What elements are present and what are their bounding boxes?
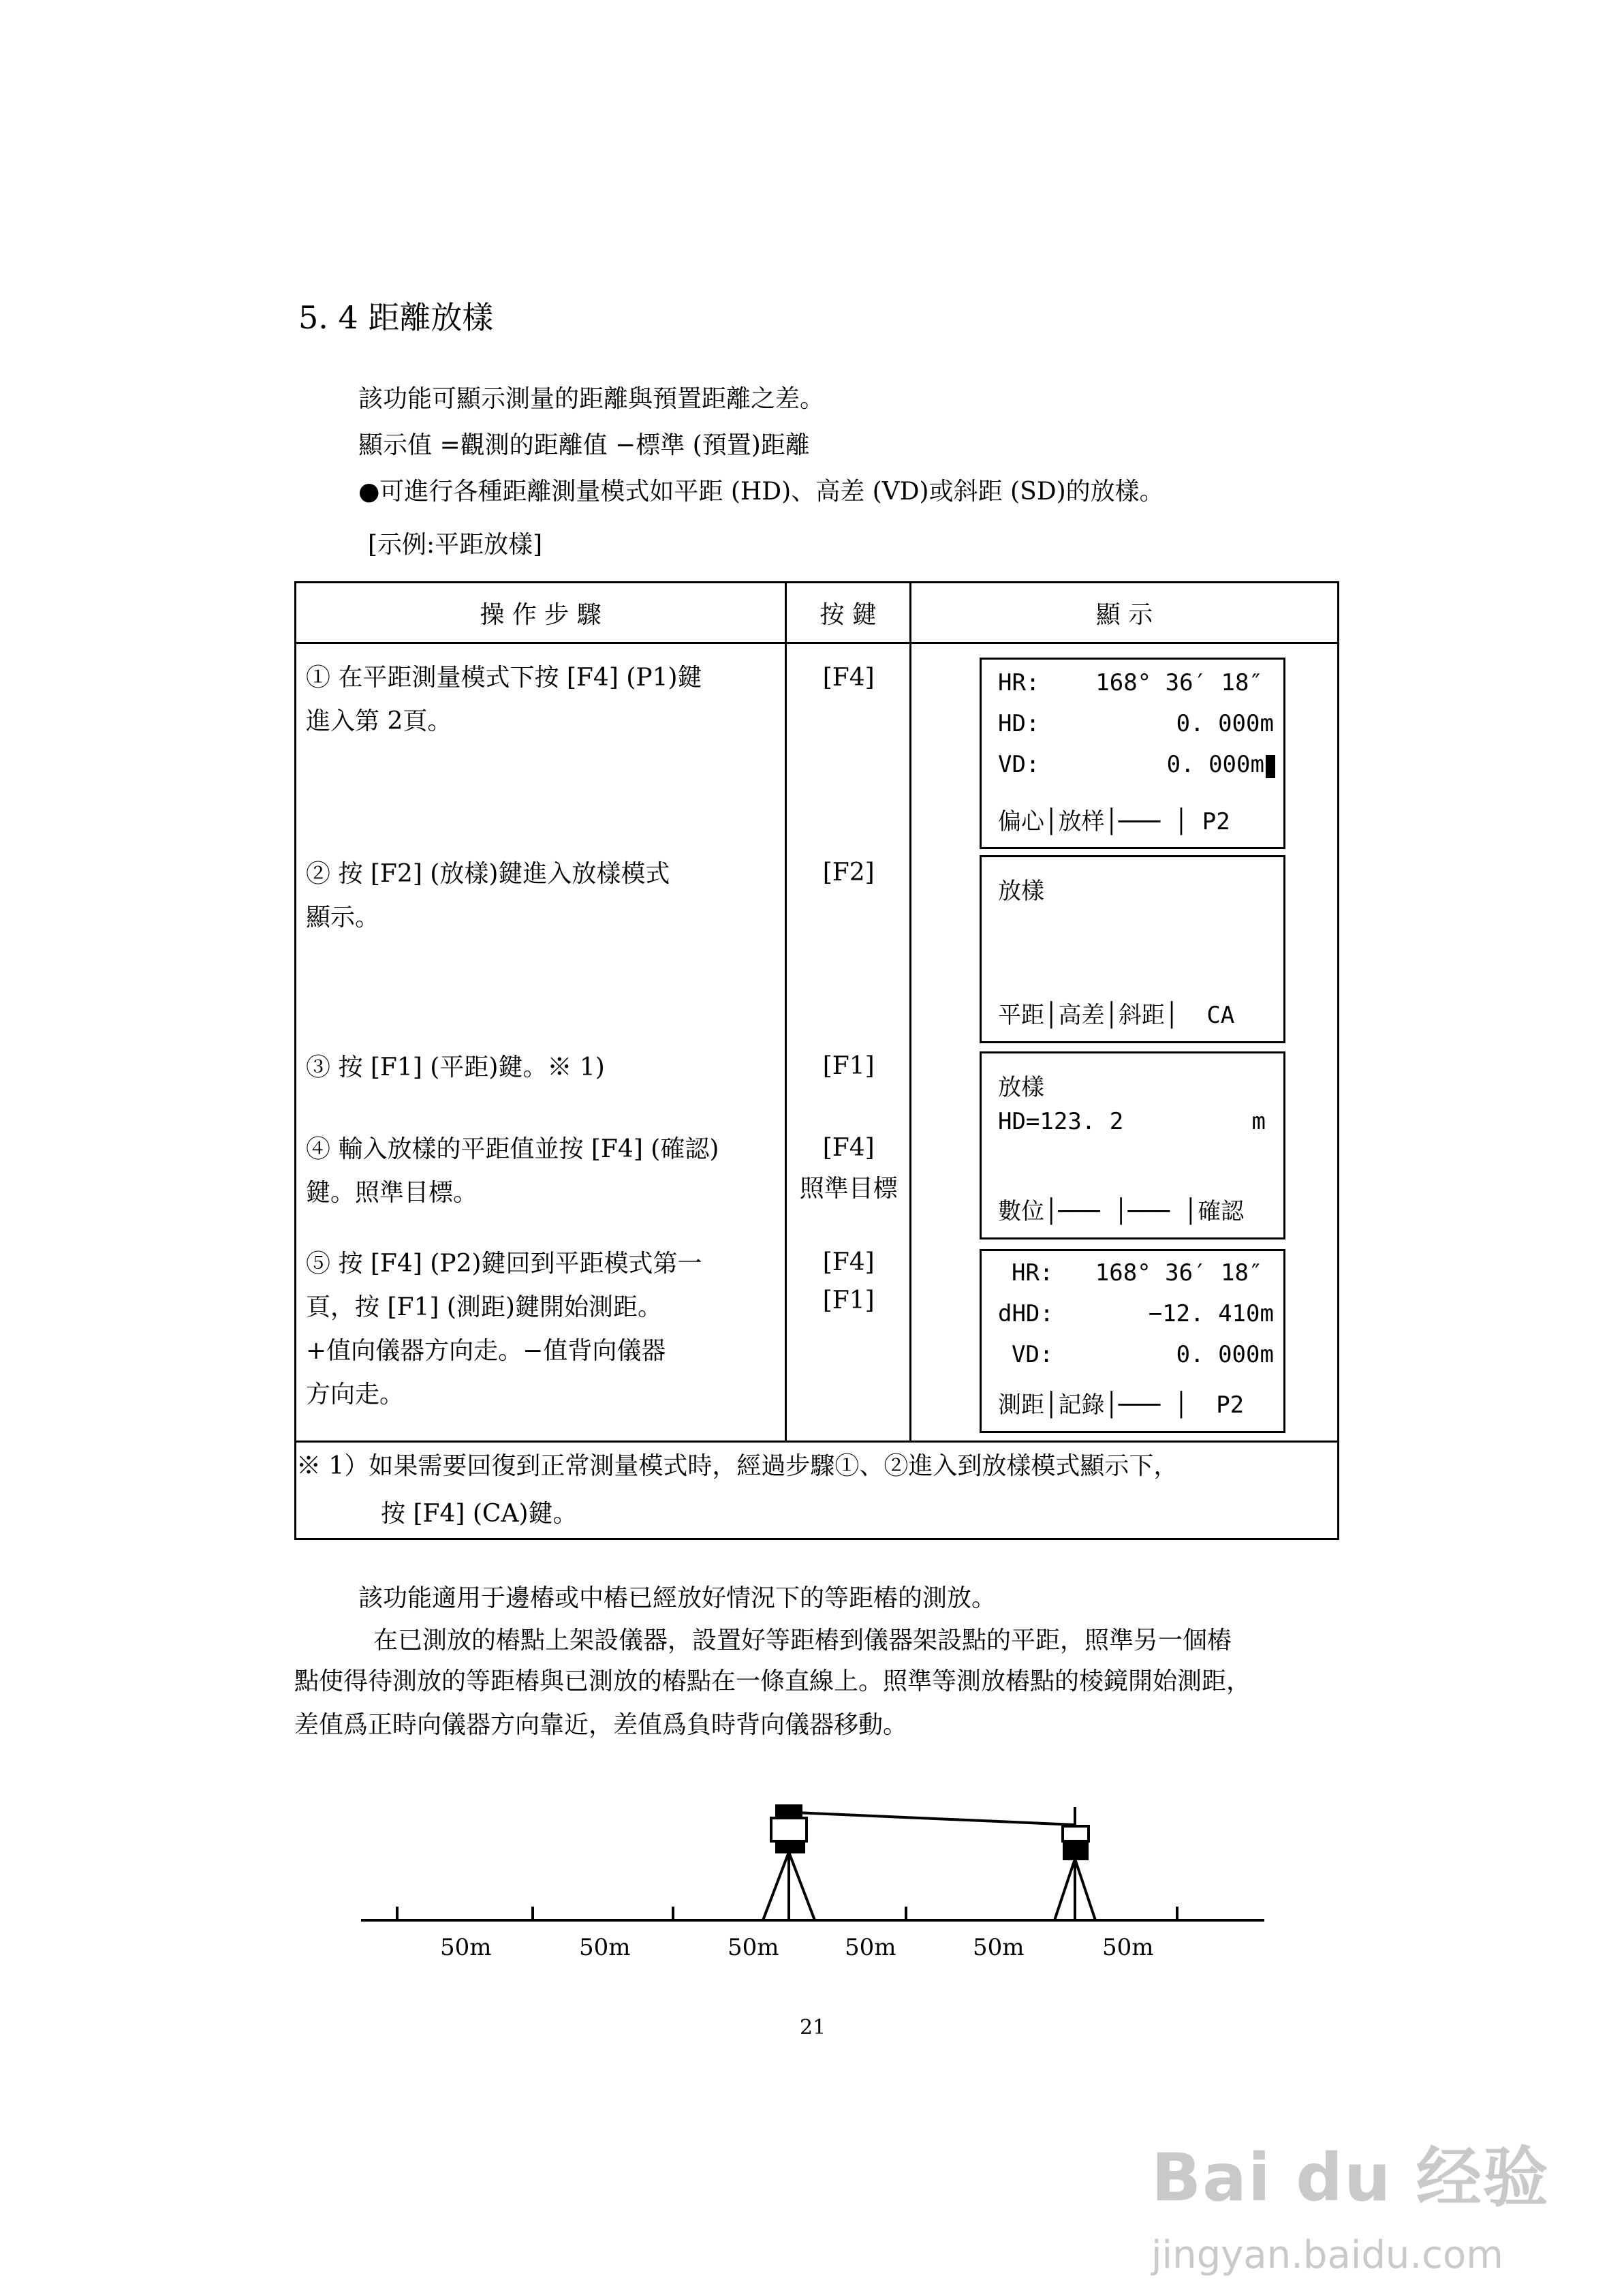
softkeys-2: 平距│高差│斜距│ CA <box>997 1002 1235 1029</box>
distance-label-5: 50m <box>973 1934 1025 1961</box>
distance-ticks <box>397 1907 1177 1920</box>
key-step-2: [F2] <box>822 859 875 887</box>
operation-table <box>294 581 1339 1540</box>
watermark-url: jingyan.baidu.com <box>1151 2233 1503 2277</box>
body-line-4: 差值爲正時向儀器方向靠近，差值爲負時背向儀器移動。 <box>294 1711 908 1739</box>
watermark <box>1151 2126 1550 2277</box>
body-line-3: 點使得待測放的等距樁與已測放的樁點在一條直線上。照準等測放樁點的棱鏡開始測距， <box>294 1667 1251 1695</box>
distance-label-3: 50m <box>728 1934 779 1961</box>
intro-line-2: 顯示值 =觀測的距離值 −標準 (預置)距離 <box>358 431 810 459</box>
key-step-4: [F4] <box>822 1134 875 1162</box>
step-2: ② 按 [F2] (放樣)鍵進入放樣模式 顯示。 <box>306 860 670 931</box>
key-step-3: [F1] <box>822 1052 875 1080</box>
header-keys: 按 鍵 <box>786 583 911 643</box>
key-step-5a: [F4] <box>822 1248 875 1276</box>
header-display: 顯 示 <box>910 583 1338 643</box>
watermark-logo: Bai du 经验 <box>1151 2140 1550 2216</box>
step-3: ③ 按 [F1] (平距)鍵。※ 1) <box>306 1053 605 1081</box>
intro-line-1: 該功能可顯示測量的距離與預置距離之差。 <box>358 385 825 413</box>
key-step-4-target: 照準目標 <box>799 1175 898 1203</box>
example-label: [示例:平距放樣] <box>368 531 543 559</box>
lcd-display-3: 放樣 HD=123. 2 m 數位│─── │─── │確認 <box>980 1051 1285 1239</box>
step-5: ⑤ 按 [F4] (P2)鍵回到平距模式第一 頁，按 [F1] (測距)鍵開始測距。 +值向儀器方向走。−值背向儀器 方向走。 <box>306 1250 702 1408</box>
body-line-1: 該功能適用于邊樁或中樁已經放好情況下的等距樁的測放。 <box>358 1584 997 1612</box>
header-steps: 操 作 步 驟 <box>296 583 786 643</box>
key-step-1: [F4] <box>822 664 875 692</box>
lcd-display-1: HR: 168° 36′ 18″ HD: 0. 000m VD: 0. 000m 偏心│放样│─── │ P2 <box>980 658 1285 849</box>
distance-label-2: 50m <box>579 1934 631 1961</box>
softkeys-1: 偏心│放样│─── │ P2 <box>997 808 1230 835</box>
distance-label-1: 50m <box>440 1934 492 1961</box>
steps-column <box>296 643 786 1442</box>
cursor-block <box>1266 755 1275 778</box>
display-column <box>910 643 1338 1442</box>
body-line-2: 在已測放的樁點上架設儀器，設置好等距樁到儀器架設點的平距，照準另一個樁 <box>373 1627 1232 1654</box>
keys-column <box>786 643 911 1442</box>
step-4: ④ 輸入放樣的平距值並按 [F4] (確認) 鍵。照準目標。 <box>306 1135 719 1207</box>
footnote: ※ 1）如果需要回復到正常測量模式時，經過步驟①、②進入到放樣模式顯示下， 按 [F4] (CA)鍵。 <box>296 1442 1339 1539</box>
sight-line <box>796 1813 1075 1825</box>
lcd-display-4: HR: 168° 36′ 18″ dHD: −12. 410m VD: 0. 000m 測距│記錄│─── │ P2 <box>980 1249 1285 1433</box>
key-step-5b: [F1] <box>822 1287 875 1314</box>
instrument-icon <box>763 1806 815 1920</box>
softkeys-3: 數位│─── │─── │確認 <box>997 1198 1245 1225</box>
page-number: 21 <box>800 2016 826 2039</box>
distance-label-4: 50m <box>845 1934 896 1961</box>
distance-label-6: 50m <box>1102 1934 1154 1961</box>
layout-diagram <box>0 1758 1624 1983</box>
softkeys-4: 測距│記錄│─── │ P2 <box>997 1391 1245 1419</box>
step-1: ① 在平距測量模式下按 [F4] (P1)鍵 進入第 2頁。 <box>306 664 702 735</box>
intro-line-3: ●可進行各種距離測量模式如平距 (HD)、高差 (VD)或斜距 (SD)的放樣。 <box>358 478 1164 506</box>
lcd-display-2: 放樣 平距│高差│斜距│ CA <box>980 855 1285 1043</box>
section-heading: 5. 4 距離放樣 <box>298 299 494 336</box>
